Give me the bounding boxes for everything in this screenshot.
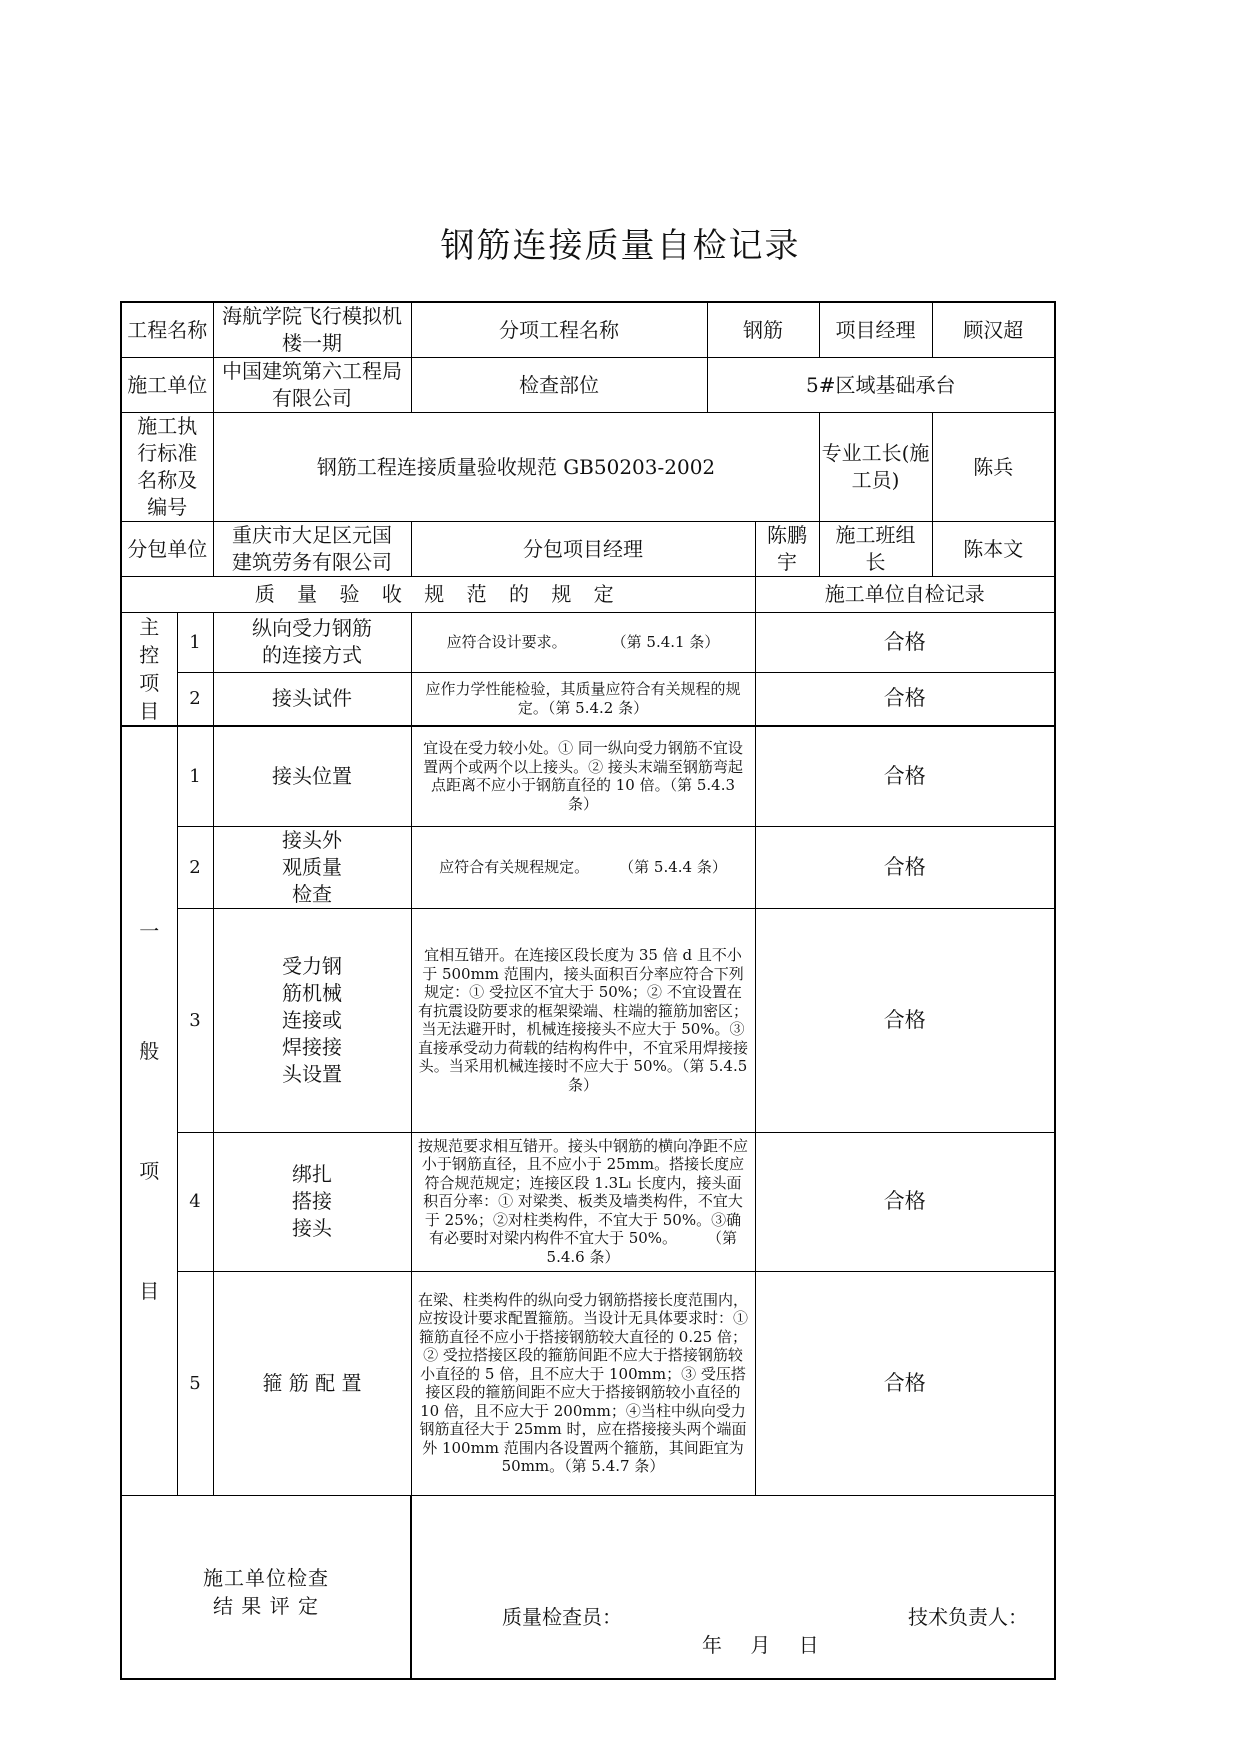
- item-result: 合格: [755, 613, 1055, 673]
- conclusion-signatures: [411, 1495, 1055, 1679]
- main-items-group-label: 主控项目: [121, 613, 177, 727]
- general-items-group-label: 一般项目: [121, 726, 177, 1495]
- subitem-label: 分项工程名称: [411, 302, 707, 358]
- inspector-signature-label: 质量检查员：: [502, 1604, 622, 1629]
- item-number: 5: [177, 1271, 213, 1495]
- pm-label: 项目经理: [819, 302, 932, 358]
- sub-pm-value: 陈鹏宇: [755, 522, 819, 577]
- item-name: 箍 筋 配 置: [213, 1271, 411, 1495]
- item-name: 纵向受力钢筋的连接方式: [213, 613, 411, 673]
- item-name: 接头位置: [213, 726, 411, 826]
- sub-unit-label: 分包单位: [121, 522, 213, 577]
- item-result: 合格: [755, 826, 1055, 908]
- header-row-1: [121, 302, 1055, 358]
- item-number: 1: [177, 613, 213, 673]
- general-item-row: [121, 726, 1055, 826]
- item-spec: 应符合设计要求。 （第 5.4.1 条）: [411, 613, 755, 673]
- builder-value: 中国建筑第六工程局有限公司: [213, 358, 411, 413]
- header-row-4: [121, 522, 1055, 577]
- general-item-row: [121, 1271, 1055, 1495]
- item-result: 合格: [755, 1132, 1055, 1271]
- standard-value: 钢筋工程连接质量验收规范 GB50203-2002: [213, 413, 819, 522]
- item-number: 2: [177, 672, 213, 726]
- subitem-value: 钢筋: [707, 302, 819, 358]
- foreman-label: 专业工长(施工员): [819, 413, 932, 522]
- item-result: 合格: [755, 672, 1055, 726]
- item-result: 合格: [755, 908, 1055, 1132]
- item-name: 绑扎搭接接头: [213, 1132, 411, 1271]
- item-number: 1: [177, 726, 213, 826]
- item-name: 接头试件: [213, 672, 411, 726]
- conclusion-label: 施工单位检查结 果 评 定: [203, 1565, 329, 1618]
- item-name: 接头外观质量检查: [213, 826, 411, 908]
- self-check-label: 施工单位自检记录: [755, 577, 1055, 613]
- header-row-2: [121, 358, 1055, 413]
- spec-section-label: 质 量 验 收 规 范 的 规 定: [121, 577, 755, 613]
- main-item-row: [121, 672, 1055, 726]
- project-name-value: 海航学院飞行模拟机楼一期: [213, 302, 411, 358]
- item-number: 2: [177, 826, 213, 908]
- item-number: 4: [177, 1132, 213, 1271]
- general-item-row: [121, 908, 1055, 1132]
- team-leader-label: 施工班组长: [819, 522, 932, 577]
- builder-label: 施工单位: [121, 358, 213, 413]
- sub-pm-label: 分包项目经理: [411, 522, 755, 577]
- item-result: 合格: [755, 1271, 1055, 1495]
- item-spec: 宜相互错开。在连接区段长度为 35 倍 d 且不小于 500mm 范围内，接头面积百分率应符合下列规定：① 受拉区不宜大于 50%；② 不宜设置在有抗震设防要求的框架梁端、柱端的箍筋加密区；当无法避开时，机械连接接头不应大于 50%。③ 直接承受动力荷载的结构构件中，不宜采用焊接接头。当采用机械连接时不应大于 50%。（第 5.4.5 条）: [411, 908, 755, 1132]
- item-result: 合格: [755, 726, 1055, 826]
- item-number: 3: [177, 908, 213, 1132]
- project-name-label: 工程名称: [121, 302, 213, 358]
- general-item-row: [121, 1132, 1055, 1271]
- foreman-value: 陈兵: [932, 413, 1055, 522]
- conclusion-label-cell: [121, 1495, 411, 1679]
- tech-lead-signature-label: 技术负责人：: [908, 1604, 1028, 1629]
- item-spec: 应作力学性能检验，其质量应符合有关规程的规定。（第 5.4.2 条）: [411, 672, 755, 726]
- item-spec: 应符合有关规程规定。 （第 5.4.4 条）: [411, 826, 755, 908]
- main-item-row: [121, 613, 1055, 673]
- conclusion-row: [121, 1495, 1055, 1679]
- sub-unit-value: 重庆市大足区元国建筑劳务有限公司: [213, 522, 411, 577]
- date-label: 年 月 日: [702, 1632, 819, 1657]
- item-name: 受力钢筋机械连接或焊接接头设置: [213, 908, 411, 1132]
- inspect-part-label: 检查部位: [411, 358, 707, 413]
- general-item-row: [121, 826, 1055, 908]
- standard-label: 施工执行标准名称及编号: [121, 413, 213, 522]
- page-title: 钢筋连接质量自检记录: [440, 226, 801, 266]
- item-spec: 在梁、柱类构件的纵向受力钢筋搭接长度范围内，应按设计要求配置箍筋。当设计无具体要求时：① 箍筋直径不应小于搭接钢筋较大直径的 0.25 倍；② 受拉搭接区段的箍筋间距不应大于搭接钢筋较小直径的 5 倍，且不应大于 100mm；③ 受压搭接区段的箍筋间距不应大于搭接钢筋较小直径的 10 倍，且不应大于 200mm；④当柱中纵向受力钢筋直径大于 25mm 时，应在搭接接头两个端面外 100mm 范围内各设置两个箍筋，其间距宜为 50mm。（第 5.4.7 条）: [411, 1271, 755, 1495]
- inspect-part-value: 5#区域基础承台: [707, 358, 1055, 413]
- section-header-row: [121, 577, 1055, 613]
- item-spec: 按规范要求相互错开。接头中钢筋的横向净距不应小于钢筋直径，且不应小于 25mm。搭接长度应符合规范规定；连接区段 1.3Lₗ 长度内，接头面积百分率：① 对梁类、板类及墙类构件，不宜大于 25%；②对柱类构件，不宜大于 50%。③确有必要时对梁内构件不宜大于 50%。 （第 5.4.6 条）: [411, 1132, 755, 1271]
- inspection-record-table: [120, 301, 1056, 1680]
- header-row-3: [121, 413, 1055, 522]
- item-spec: 宜设在受力较小处。① 同一纵向受力钢筋不宜设置两个或两个以上接头。② 接头末端至钢筋弯起点距离不应小于钢筋直径的 10 倍。（第 5.4.3 条）: [411, 726, 755, 826]
- team-leader-value: 陈本文: [932, 522, 1055, 577]
- pm-value: 顾汉超: [932, 302, 1055, 358]
